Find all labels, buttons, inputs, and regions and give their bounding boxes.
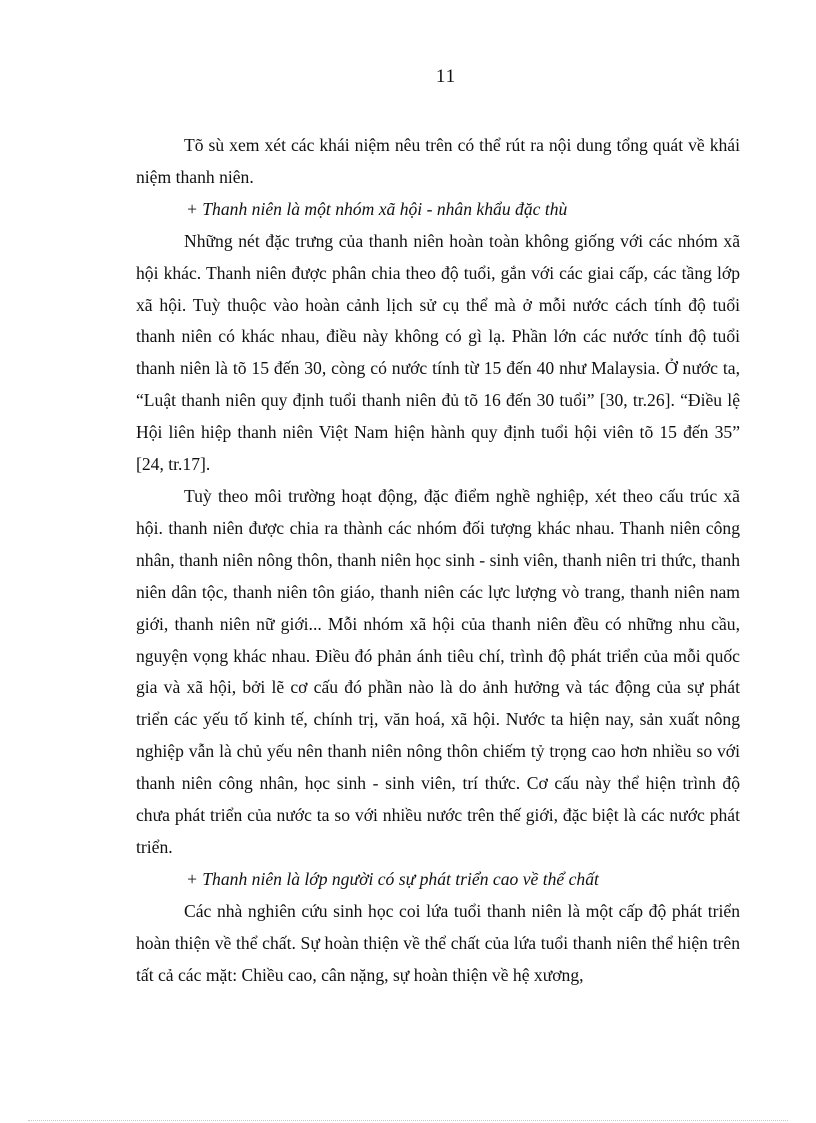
- document-body: [136, 130, 740, 991]
- paragraph-social-groups: Tuỳ theo môi trường hoạt động, đặc điểm nghề nghiệp, xét theo cấu trúc xã hội. thanh niên được chia ra thành các nhóm đối tượng khác nhau. Thanh niên công nhân, thanh niên nông thôn, thanh niên học sinh - sinh viên, thanh niên tri thức, thanh niên dân tộc, thanh niên tôn giáo, thanh niên các lực lượng vò trang, thanh niên nam giới, thanh niên nữ giới... Mỗi nhóm xã hội của thanh niên đều có những nhu cầu, nguyện vọng khác nhau. Điều đó phản ánh tiêu chí, trình độ phát triển của mỗi quốc gia và xã hội, bởi lẽ cơ cấu đó phần nào là do ảnh hưởng và tác động của sự phát triển các yếu tố kinh tế, chính trị, văn hoá, xã hội. Nước ta hiện nay, sản xuất nông nghiệp vẫn là chủ yếu nên thanh niên nông thôn chiếm tỷ trọng cao hơn nhiều so với thanh niên công nhân, học sinh - sinh viên, trí thức. Cơ cấu này thể hiện trình độ chưa phát triển của nước ta so với nhiều nước trên thế giới, đặc biệt là các nước phát triển.: [136, 485, 740, 857]
- paragraph-intro: Tõ sù xem xét các khái niệm nêu trên có thể rút ra nội dung tổng quát về khái niệm thanh niên.: [136, 135, 740, 187]
- section-heading-demographic-group: + Thanh niên là một nhóm xã hội - nhân khẩu đặc thù: [186, 198, 568, 219]
- page-bottom-divider: [28, 1120, 788, 1121]
- paragraph-age-range: Những nét đặc trưng của thanh niên hoàn toàn không giống với các nhóm xã hội khác. Thanh niên được phân chia theo độ tuổi, gắn với các giai cấp, các tầng lớp xã hội. Tuỳ thuộc vào hoàn cảnh lịch sử cụ thể mà ở mỗi nước cách tính độ tuổi thanh niên có khác nhau, điều này không có gì lạ. Phần lớn các nước tính độ tuổi thanh niên là tõ 15 đến 30, còng có nước tính từ 15 đến 40 như Malaysia. Ở nước ta, “Luật thanh niên quy định tuổi thanh niên đủ tõ 16 đến 30 tuổi” [30, tr.26]. “Điều lệ Hội liên hiệp thanh niên Việt Nam hiện hành quy định tuổi hội viên tõ 15 đến 35” [24, tr.17].: [136, 230, 740, 475]
- section-heading-physical-development: + Thanh niên là lớp người có sự phát triển cao về thể chất: [186, 868, 599, 889]
- paragraph-biology: Các nhà nghiên cứu sinh học coi lứa tuổi thanh niên là một cấp độ phát triển hoàn thiện về thể chất. Sự hoàn thiện về thể chất của lứa tuổi thanh niên thể hiện trên tất cả các mặt: Chiều cao, cân nặng, sự hoàn thiện về hệ xương,: [136, 900, 740, 985]
- page-number: 11: [435, 66, 457, 87]
